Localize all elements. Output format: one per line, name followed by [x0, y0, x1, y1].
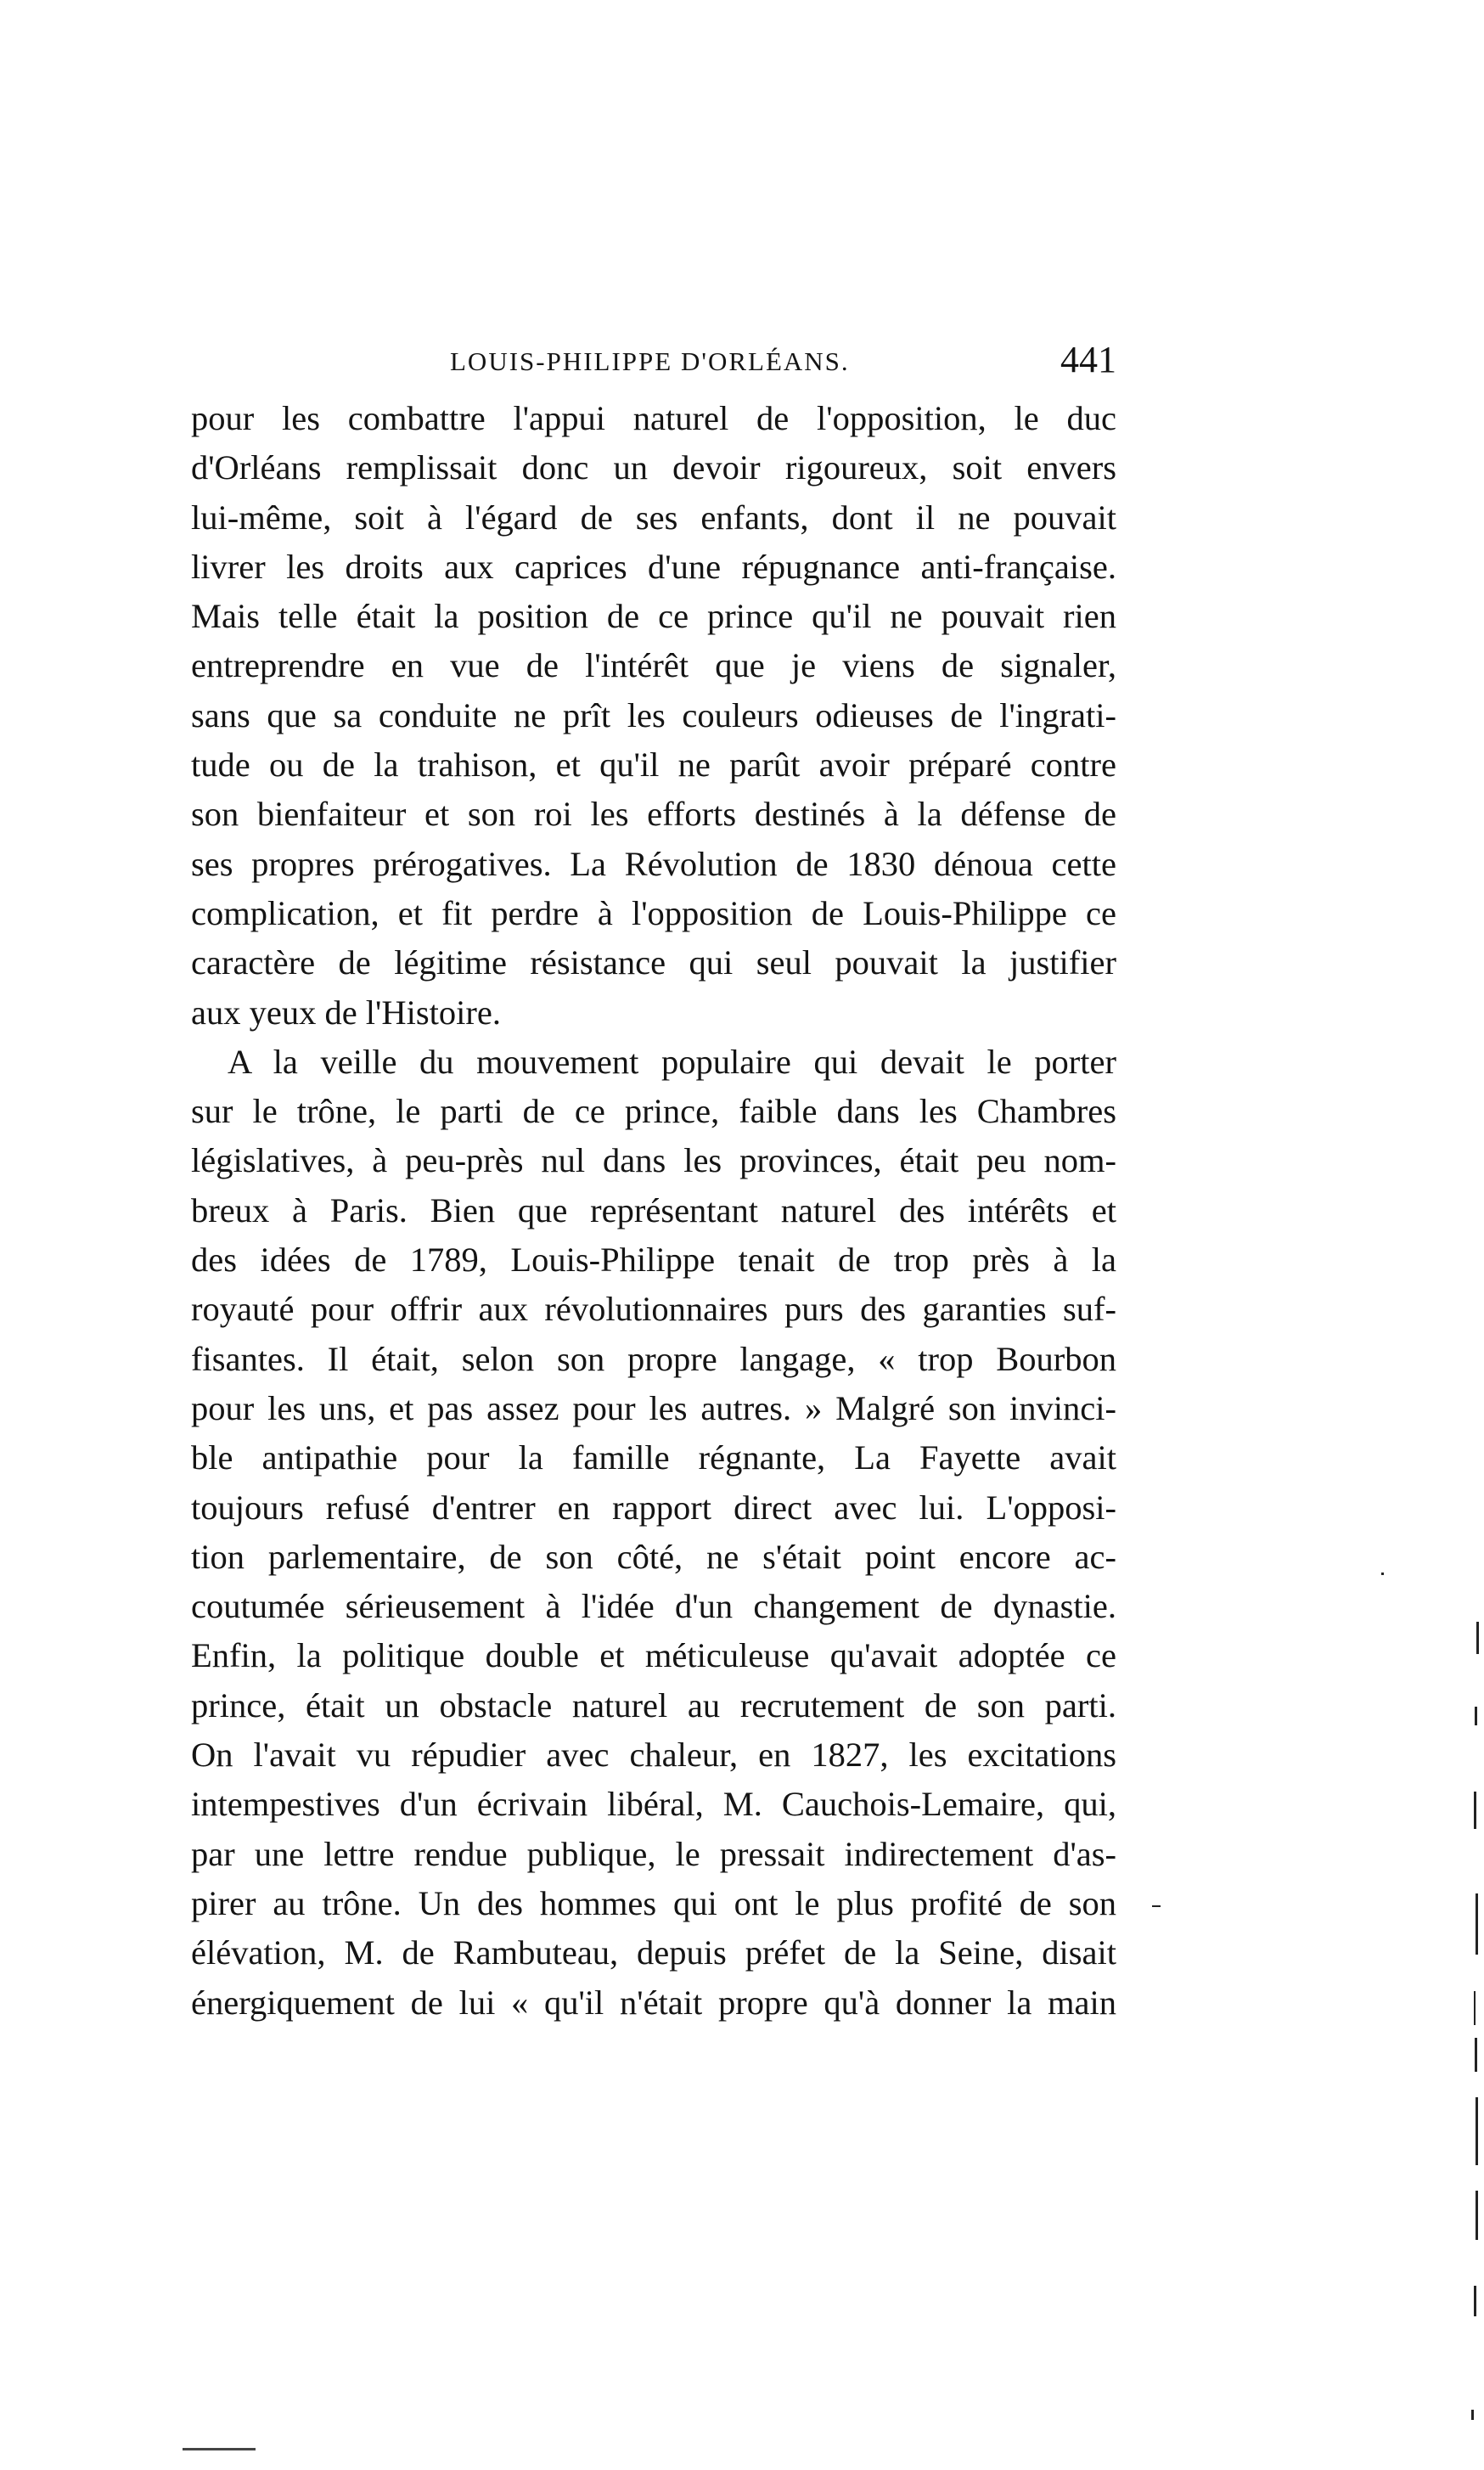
text-line: élévation, M. de Rambuteau, depuis préfet de la Seine, disait: [191, 1933, 1116, 1972]
text-line: On l'avait vu répudier avec chaleur, en 1827, les excitations: [191, 1736, 1116, 1775]
text-line: sur le trône, le parti de ce prince, faible dans les Chambres: [191, 1092, 1116, 1131]
margin-scan-mark: [1152, 1905, 1161, 1907]
text-line: aux yeux de l'Histoire.: [191, 993, 501, 1032]
text-line: Enfin, la politique double et méticuleuse qu'avait adoptée ce: [191, 1636, 1116, 1675]
margin-scan-mark: [1476, 2191, 1478, 2240]
margin-scan-mark: [1474, 1792, 1476, 1829]
text-line: lui-même, soit à l'égard de ses enfants, dont il ne pouvait: [191, 498, 1116, 537]
text-line: d'Orléans remplissait donc un devoir rigoureux, soit envers: [191, 448, 1116, 487]
running-title: LOUIS-PHILIPPE D'ORLÉANS.: [450, 346, 850, 376]
running-header: [191, 338, 1116, 389]
margin-scan-mark: [1474, 2286, 1476, 2316]
margin-scan-mark: [1475, 1707, 1477, 1725]
text-line: caractère de légitime résistance qui seul pouvait la justifier: [191, 943, 1116, 982]
margin-scan-mark: [1476, 1622, 1479, 1654]
margin-scan-mark: [1476, 1893, 1478, 1955]
text-line: son bienfaiteur et son roi les efforts destinés à la défense de: [191, 795, 1116, 834]
margin-scan-mark: [1381, 1573, 1384, 1575]
bottom-edge-rule: [183, 2448, 256, 2450]
text-line: toujours refusé d'entrer en rapport direct avec lui. L'opposi-: [191, 1488, 1116, 1527]
text-line: entreprendre en vue de l'intérêt que je viens de signaler,: [191, 646, 1116, 685]
text-line: pour les uns, et pas assez pour les autres. » Malgré son invinci-: [191, 1388, 1116, 1427]
text-line: royauté pour offrir aux révolutionnaires purs des garanties suf-: [191, 1290, 1116, 1329]
text-line: Mais telle était la position de ce prince qu'il ne pouvait rien: [191, 597, 1116, 636]
text-line: des idées de 1789, Louis-Philippe tenait de trop près à la: [191, 1241, 1116, 1280]
margin-scan-mark: [1474, 1991, 1476, 2025]
text-line: tude ou de la trahison, et qu'il ne parût avoir préparé contre: [191, 746, 1116, 785]
text-line: coutumée sérieusement à l'idée d'un changement de dynastie.: [191, 1587, 1116, 1626]
text-line: A la veille du mouvement populaire qui devait le porter: [228, 1042, 1116, 1081]
text-line: intempestives d'un écrivain libéral, M. Cauchois-Lemaire, qui,: [191, 1785, 1116, 1824]
margin-scan-mark: [1475, 2038, 1477, 2072]
text-line: ble antipathie pour la famille régnante, La Fayette avait: [191, 1438, 1116, 1477]
text-line: pour les combattre l'appui naturel de l'opposition, le duc: [191, 399, 1116, 437]
text-line: législatives, à peu-près nul dans les provinces, était peu nom-: [191, 1141, 1116, 1180]
text-line: pirer au trône. Un des hommes qui ont le plus profité de son: [191, 1883, 1116, 1922]
text-line: tion parlementaire, de son côté, ne s'était point encore ac-: [191, 1537, 1116, 1576]
text-line: ses propres prérogatives. La Révolution de 1830 dénoua cette: [191, 844, 1116, 883]
text-line: complication, et fit perdre à l'opposition de Louis-Philippe ce: [191, 893, 1116, 932]
text-line: par une lettre rendue publique, le pressait indirectement d'as-: [191, 1834, 1116, 1873]
text-line: breux à Paris. Bien que représentant naturel des intérêts et: [191, 1190, 1116, 1229]
text-line: livrer les droits aux caprices d'une répugnance anti-française.: [191, 547, 1116, 586]
margin-scan-mark: [1476, 2097, 1478, 2165]
text-line: prince, était un obstacle naturel au recrutement de son parti.: [191, 1685, 1116, 1724]
page-number: 441: [1060, 339, 1116, 380]
body-text: [191, 394, 1116, 2028]
text-line: énergiquement de lui « qu'il n'était propre qu'à donner la main: [191, 1983, 1116, 2022]
margin-scan-mark: [1471, 2410, 1474, 2420]
text-line: sans que sa conduite ne prît les couleurs odieuses de l'ingrati-: [191, 695, 1116, 734]
text-line: fisantes. Il était, selon son propre langage, « trop Bourbon: [191, 1339, 1116, 1378]
